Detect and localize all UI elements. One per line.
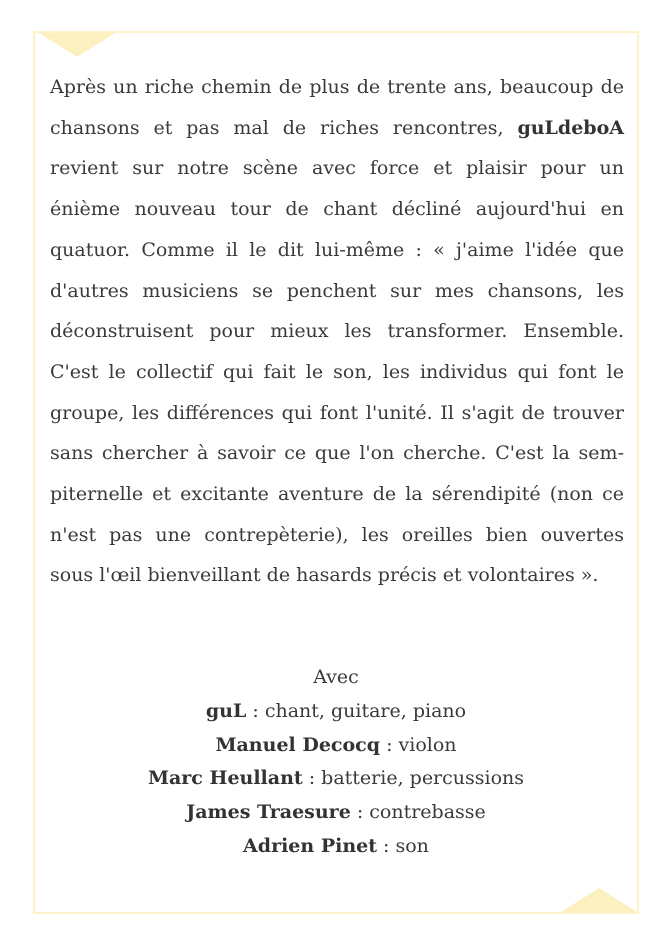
intro-text-start: Après un riche chemin de plus de trente ans, beaucoup de chansons et pas mal de riches rencontres,: [50, 76, 624, 139]
member-name: Marc Heullant: [147, 767, 303, 790]
member-role: : violon: [380, 733, 457, 756]
member-role: : son: [377, 834, 429, 857]
credits-block: [35, 661, 637, 864]
intro-text-rest: revient sur notre scène avec force et plaisir pour un énième nouveau tour de chant décliné aujourd'hui en quatuor. Comme il le dit lui-même : « j'aime l'idée que d'autres musiciens se penchent sur mes chansons, les déconstruisent pour mieux les transformer. Ensemble. C'est le collectif qui fait le son, les individus qui font le groupe, les différences qui font l'unité. Il s'agit de trouver sans chercher à savoir ce que l'on cherche. C'est la sempiternelle et excitante aventure de la sérendipité (non ce n'est pas une contrepèterie), les oreilles bien ouvertes sous l'œil bienveillant de hasards précis et volontaires ».: [50, 157, 624, 587]
artist-name: guLdeboA: [517, 116, 624, 139]
corner-decoration-bottom: [561, 888, 637, 912]
member-name: Manuel Decocq: [215, 733, 381, 756]
credit-line: [35, 762, 637, 796]
credit-line: [35, 830, 637, 864]
member-role: : batterie, percussions: [302, 767, 525, 790]
credit-line: [35, 695, 637, 729]
content-card: [33, 31, 639, 914]
member-name: guL: [205, 699, 247, 722]
credit-line: [35, 729, 637, 763]
corner-decoration-top: [39, 33, 115, 57]
member-name: Adrien Pinet: [243, 834, 378, 857]
member-name: James Traesure: [186, 801, 351, 824]
credits-heading: Avec: [313, 666, 359, 688]
member-role: : chant, guitare, piano: [246, 699, 467, 722]
credit-line: [35, 796, 637, 830]
intro-paragraph: [50, 67, 624, 596]
member-role: : contrebasse: [350, 801, 486, 824]
